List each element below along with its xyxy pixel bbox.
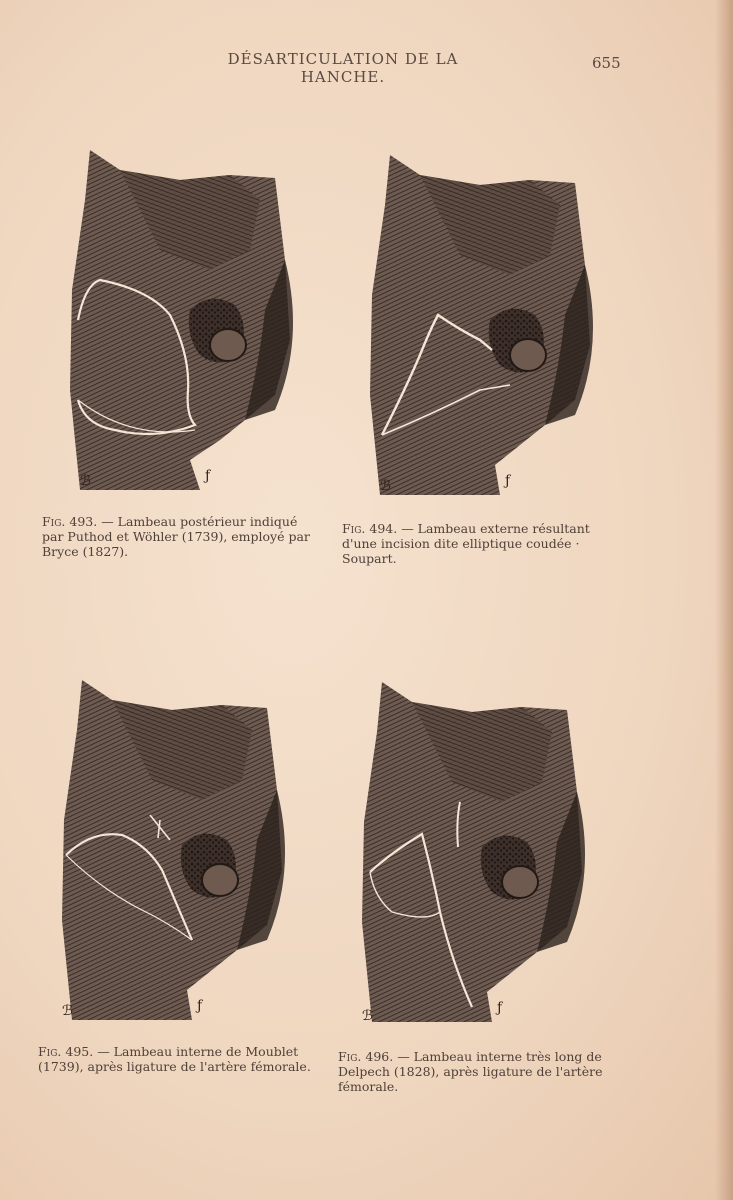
svg-text:ƒ: ƒ bbox=[205, 468, 211, 484]
svg-text:ƒ: ƒ bbox=[497, 1000, 503, 1016]
figure-493-illustration bbox=[60, 140, 310, 500]
svg-text:ƒ: ƒ bbox=[197, 998, 203, 1014]
figure-496-caption bbox=[338, 1049, 618, 1094]
svg-text:ℬ: ℬ bbox=[80, 473, 92, 489]
figure-493-label: Fig. 493. bbox=[42, 514, 98, 529]
figure-494-label: Fig. 494. bbox=[342, 521, 398, 536]
figure-494-caption-text: — Lambeau externe résultant d'une incision dite elliptique coudée · Soupart. bbox=[342, 521, 590, 566]
figure-494-illustration bbox=[360, 145, 610, 505]
figure-495-caption-text: — Lambeau interne de Moublet (1739), après ligature de l'artère fémorale. bbox=[38, 1044, 311, 1074]
figure-496-label: Fig. 496. bbox=[338, 1049, 394, 1064]
figure-496-illustration bbox=[352, 672, 602, 1032]
figure-495-label: Fig. 495. bbox=[38, 1044, 94, 1059]
running-header: DÉSARTICULATION DE LA HANCHE. bbox=[227, 50, 459, 86]
figure-493-caption-text: — Lambeau postérieur indiqué par Puthod et Wöhler (1739), employé par Bryce (1827). bbox=[42, 514, 310, 559]
svg-text:ℬ: ℬ bbox=[62, 1003, 74, 1019]
svg-text:ℬ: ℬ bbox=[380, 478, 392, 494]
svg-text:ℬ: ℬ bbox=[362, 1008, 374, 1024]
figure-496-caption-text: — Lambeau interne très long de Delpech (1828), après ligature de l'artère fémorale. bbox=[338, 1049, 603, 1094]
figure-493-caption bbox=[42, 514, 322, 559]
figure-495-illustration bbox=[52, 670, 302, 1030]
svg-text:ƒ: ƒ bbox=[505, 473, 511, 489]
page-number: 655 bbox=[592, 54, 621, 72]
figure-494-caption bbox=[342, 521, 622, 566]
page-edge-shadow bbox=[715, 0, 733, 1200]
figure-495-caption bbox=[38, 1044, 318, 1074]
